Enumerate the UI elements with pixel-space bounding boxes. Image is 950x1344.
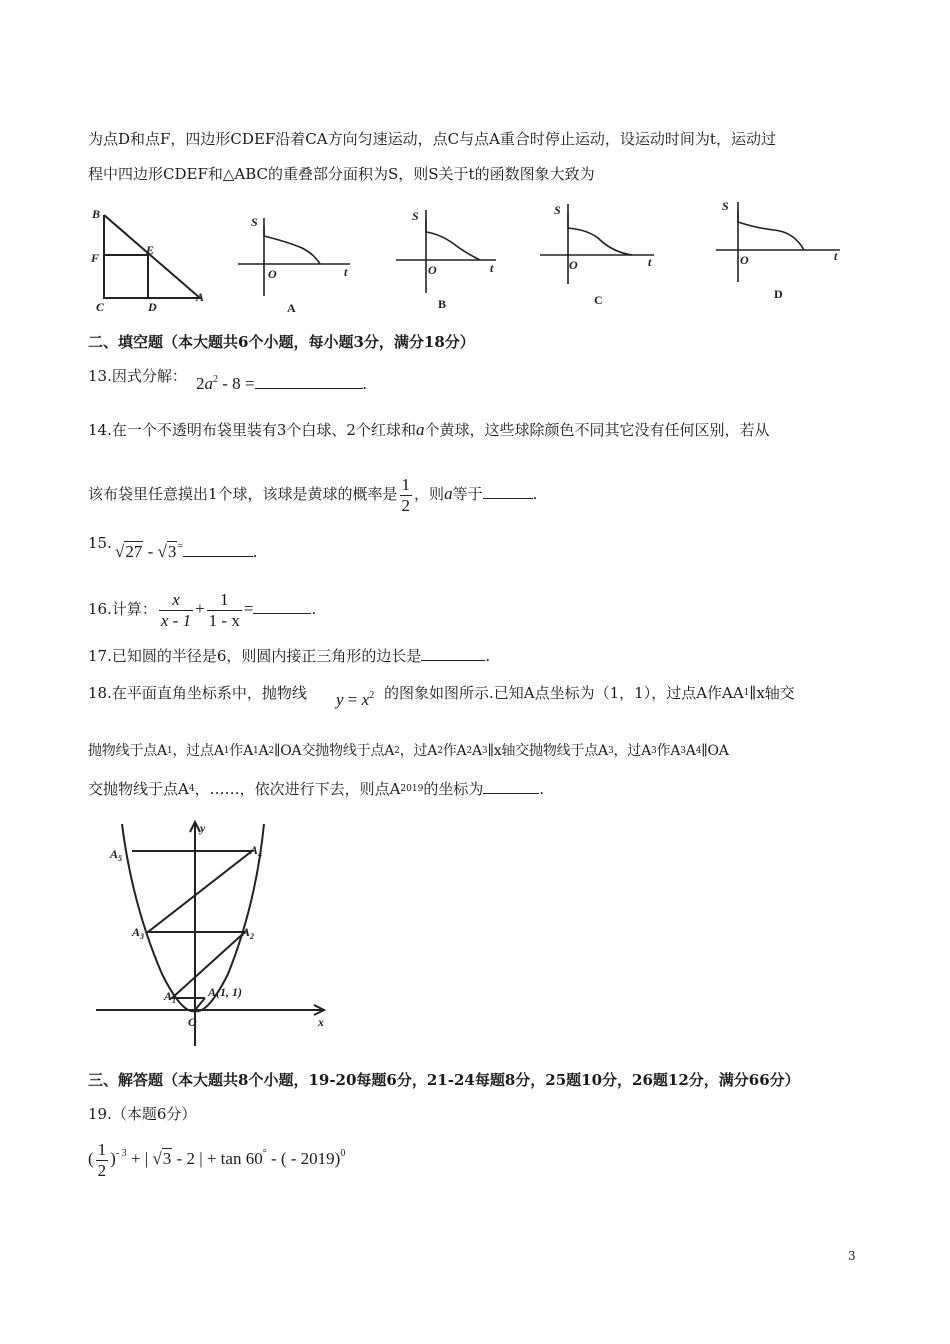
graph-B-y-label: S (412, 209, 419, 223)
label-origin: O (188, 1015, 197, 1029)
q18-text-c: ∥x轴交 (749, 684, 795, 702)
q14-frac-num: 1 (401, 474, 411, 494)
q18-line2-subscript: 2 (466, 746, 472, 756)
q16-f2-den: 1 - x (208, 610, 240, 630)
q16-answer-blank[interactable] (253, 599, 311, 614)
q19-rparen: ) (110, 1149, 116, 1168)
q18-line2-subscript: 3 (650, 746, 657, 756)
question-17 (88, 646, 490, 666)
point-label-B: B (92, 207, 101, 221)
q15-end: . (253, 542, 258, 561)
q18-eq-mid: = (343, 690, 362, 709)
q13-var: a (204, 374, 213, 393)
q19-radicand: 3 (162, 1149, 172, 1168)
section-3-title: 三、解答题（本大题共8个小题，19-20每题6分，21-24每题8分，25题10分，26题12分，满分66分） (88, 1071, 800, 1089)
q17-answer-blank[interactable] (421, 646, 485, 661)
question-18-line-1b (384, 683, 795, 703)
graph-D-x-label: t (834, 249, 838, 263)
label-A1: $A_1$ (164, 989, 177, 1005)
q18-line2-text: ∥OA交抛物线于点A (274, 743, 395, 759)
graph-D-origin: O (740, 253, 749, 267)
q18-line2-subscript: 3 (481, 746, 488, 756)
q13-number: 13.因式分解： (88, 367, 187, 385)
q18-text-e: ，……，依次进行下去，则点A (194, 780, 401, 798)
q18-line2-text: 抛物线于点A (88, 743, 167, 759)
q14-var-a-2: a (444, 484, 453, 503)
graph-C-x-label: t (648, 255, 652, 269)
graph-B-x-label: t (490, 261, 494, 275)
intro-line-1: 为点D和点F，四边形CDEF沿着CA方向匀速运动，点C与点A重合时停止运动，设运动时间为t，运动过 (88, 130, 776, 148)
point-label-C: C (96, 300, 105, 313)
question-13 (88, 366, 187, 386)
question-16 (88, 587, 316, 631)
q14-text-c: 该布袋里任意摸出1个球，该球是黄球的概率是 (88, 485, 398, 503)
q19-part-3: - 2 | + tan 60 (172, 1149, 263, 1168)
q16-f1-num: x (159, 590, 193, 611)
q15-rad-2: 3 (167, 542, 177, 561)
q14-text-e: 等于 (452, 485, 483, 503)
q18-line2-subscript: 1 (253, 746, 259, 756)
graph-B-origin: O (428, 263, 437, 277)
q18-line2-text: 作A (229, 743, 254, 759)
q14-var-a: a (415, 420, 425, 439)
q18-line2-subscript: 1 (223, 746, 230, 756)
intro-line-2: 程中四边形CDEF和△ABC的重叠部分面积为S，则S关于t的函数图象大致为 (88, 165, 595, 183)
label-A3: $A_3$ (132, 925, 145, 941)
point-label-E: E (146, 243, 155, 257)
question-18-line-1 (88, 683, 307, 703)
q18-line2-text: A (685, 743, 696, 759)
q18-parabola-figure (92, 814, 342, 1052)
q18-line2-text: ，过A (613, 743, 651, 759)
graph-C-y-label: S (554, 203, 561, 217)
q14-text-d: ，则 (414, 485, 445, 503)
q18-eq-y: y (336, 690, 344, 709)
q16-number: 16.计算： (88, 600, 157, 618)
q14-end: . (532, 485, 538, 503)
q16-f1-den: x - 1 (160, 610, 192, 630)
section-2-title: 二、填空题（本大题共6个小题，每小题3分，满分18分） (88, 333, 475, 351)
q18-sub-4: 4 (188, 784, 195, 794)
q15-sqrt-1: √27 (115, 542, 143, 561)
q18-text-f: 的坐标为 (423, 780, 484, 798)
q18-text-d: 交抛物线于点A (88, 780, 189, 798)
label-y-axis: y (200, 821, 206, 835)
q14-text-a: 14.在一个不透明布袋里装有3个白球、2个红球和 (88, 421, 416, 439)
q15-eq: = (177, 541, 183, 552)
graph-A-x-label: t (344, 265, 348, 279)
graph-A-origin: O (268, 267, 277, 281)
graph-D (716, 202, 840, 282)
q18-eq-x: x (361, 690, 370, 709)
q14-frac-den: 2 (401, 495, 411, 515)
q19-part-4: - ( - 2019) (266, 1149, 341, 1168)
parabola-curve (122, 824, 264, 1011)
q15-rad-1: 27 (125, 542, 143, 561)
q18-line2-text: ，过点A (172, 743, 224, 759)
q14-text-b: 个黄球，这些球除颜色不同其它没有任何区别，若从 (424, 421, 770, 439)
graph-D-y-label: S (722, 199, 729, 213)
point-label-F: F (91, 251, 100, 265)
q16-plus: + (195, 599, 205, 618)
question-18-line-3 (88, 779, 544, 799)
q18-line2-subscript: 2 (437, 746, 443, 756)
graph-B-option: B (438, 297, 447, 311)
graph-A-y-label: S (251, 215, 258, 229)
q19-fraction (96, 1140, 109, 1181)
q19-expression: ( $\frac{1}{2}$ )$^{- 3}$ + | √3 - 2 | + tan 60° - ( - 2019)$^0$ (88, 1139, 346, 1180)
q18-text-a: 18.在平面直角坐标系中，抛物线 (88, 684, 307, 702)
q18-answer-blank[interactable] (483, 779, 539, 794)
q18-text-b: 的图象如图所示.已知A点坐标为（1，1），过点A作AA (384, 684, 744, 702)
q13-answer-blank[interactable] (255, 374, 363, 389)
q15-expression (115, 541, 257, 562)
q17-text: 17.已知圆的半径是6，则圆内接正三角形的边长是 (88, 647, 422, 665)
q18-line2-text: A (472, 743, 482, 759)
q15-number: 15. (88, 534, 112, 552)
q18-line2-subscript: 2 (268, 746, 274, 756)
q16-f2-num: 1 (207, 590, 242, 611)
q17-end: . (485, 647, 491, 665)
q18-line2-subscript: 1 (166, 746, 173, 756)
q15-answer-blank[interactable] (183, 542, 253, 557)
q16-fraction-1 (159, 590, 193, 631)
label-x-axis: x (318, 1015, 324, 1029)
q15-sqrt-2: √3 (157, 542, 177, 561)
q18-equation (336, 690, 374, 710)
q16-eq: = (243, 599, 254, 618)
q19-exp-2: 0 (340, 1148, 346, 1159)
graph-A (238, 218, 350, 296)
q18-line2-subscript: 3 (680, 746, 686, 756)
q18-sub-2019: 2019 (400, 784, 424, 794)
q14-answer-blank[interactable] (483, 484, 533, 499)
label-A5: $A_5$ (110, 847, 123, 863)
q19-degree: ° (262, 1148, 267, 1159)
q18-line2-text: ∥OA (701, 743, 729, 759)
zigzag-path (132, 851, 255, 998)
page-number: 3 (848, 1249, 856, 1263)
q19-lparen: ( (88, 1149, 94, 1168)
q19-heading: 19.（本题6分） (88, 1105, 197, 1123)
question-14-line-2 (88, 472, 537, 516)
q19-exp-1: - 3 (115, 1148, 127, 1159)
q18-line2-subscript: 3 (607, 746, 614, 756)
q18-line2-text: 作A (656, 743, 681, 759)
q13-coef: 2 (196, 374, 205, 393)
point-label-A: A (196, 290, 205, 304)
graph-C-origin: O (569, 258, 578, 272)
q16-end: . (311, 600, 317, 618)
q12-figure (88, 198, 848, 313)
label-A4: $A_4$ (250, 843, 263, 859)
q19-part-2: + | (126, 1149, 153, 1168)
label-A2: $A_2$ (242, 925, 255, 941)
q14-fraction (400, 475, 413, 516)
q18-end: . (539, 780, 545, 798)
graph-C-option: C (594, 293, 603, 307)
q15-minus: - (143, 542, 158, 561)
q18-line2-text: ，过A (399, 743, 438, 759)
graph-A-option: A (287, 301, 296, 313)
q18-line2-subscript: 4 (695, 746, 702, 756)
q18-eq-exp: 2 (369, 690, 375, 701)
q18-line2-text: ∥x轴交抛物线于点A (487, 743, 608, 759)
q18-sub-1: 1 (743, 688, 750, 698)
q16-fraction-2 (207, 590, 242, 631)
q18-line2-text: 作A (442, 743, 467, 759)
q19-frac-num: 1 (97, 1139, 107, 1159)
q13-rest: - 8 = (218, 374, 255, 393)
q19-frac-den: 2 (97, 1160, 107, 1180)
q18-line2-subscript: 2 (394, 746, 400, 756)
point-label-D: D (148, 300, 157, 313)
q18-line2-text: A (258, 743, 269, 759)
q13-exp: 2 (213, 374, 218, 385)
question-18-line-2 (88, 741, 729, 761)
question-14-line-1 (88, 420, 769, 440)
graph-D-option: D (774, 287, 783, 301)
label-A: A(1, 1) (208, 985, 242, 999)
q13-end: . (362, 374, 367, 393)
graph-B (396, 210, 496, 293)
q13-expression (196, 374, 367, 394)
